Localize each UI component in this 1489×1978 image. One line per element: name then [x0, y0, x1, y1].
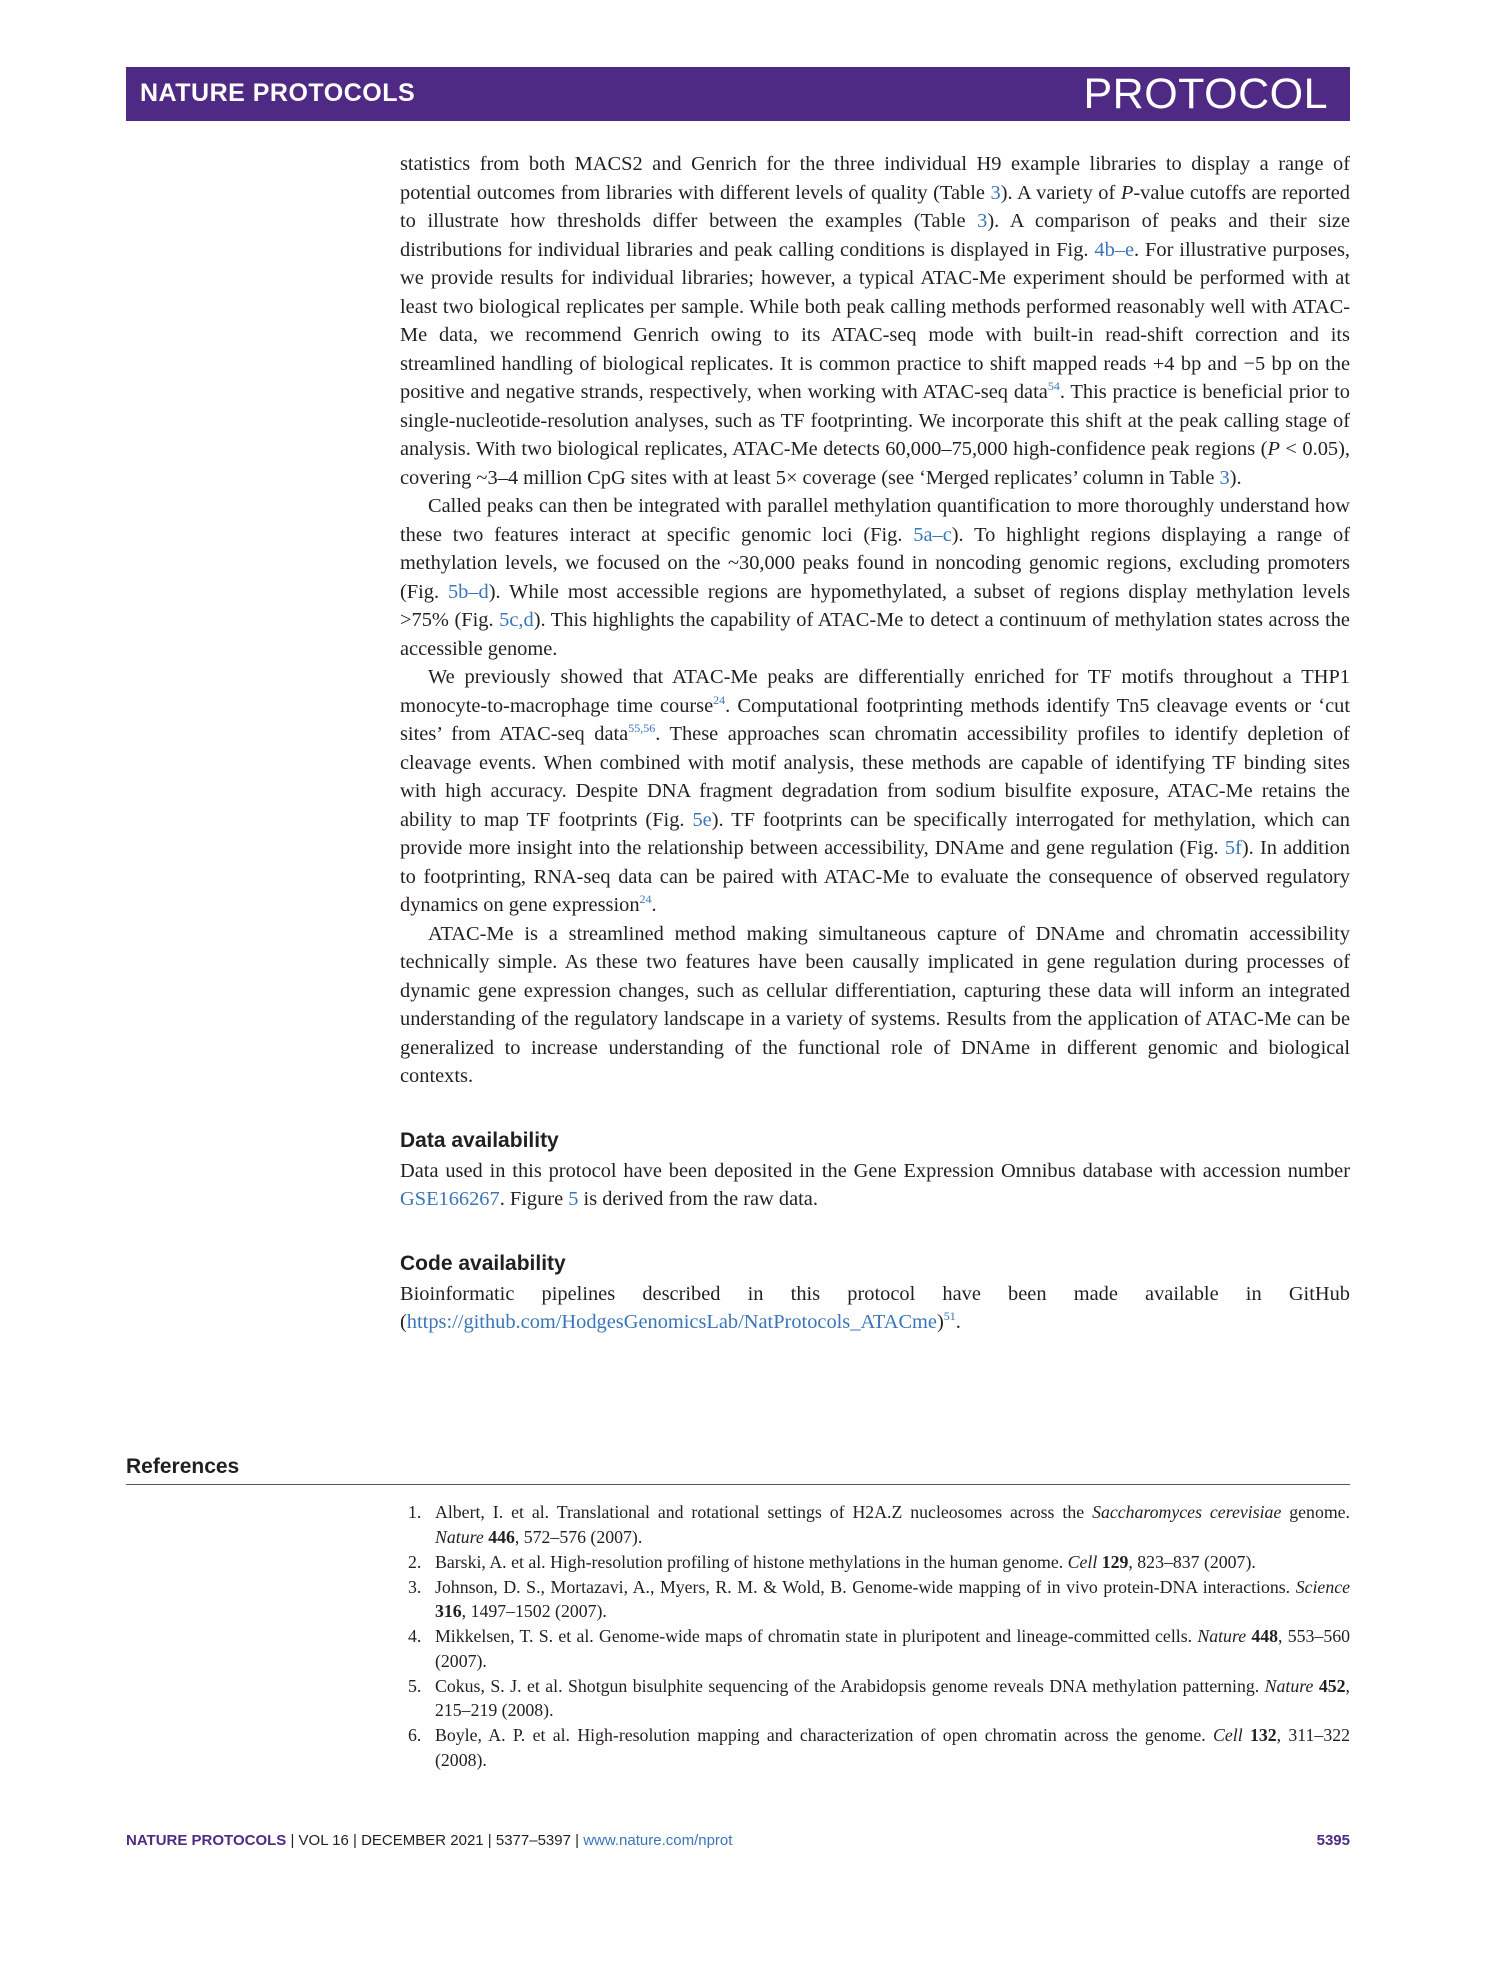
footer-url-link[interactable]: www.nature.com/nprot: [583, 1832, 733, 1849]
table-ref-link[interactable]: 3: [1219, 466, 1230, 489]
footer-journal: NATURE PROTOCOLS: [126, 1832, 287, 1849]
reference-number: 1.: [408, 1502, 422, 1522]
footer-date: DECEMBER 2021: [361, 1832, 484, 1849]
volume: 448: [1251, 1626, 1279, 1646]
article-type: PROTOCOL: [1083, 70, 1328, 118]
reference-number: 3.: [408, 1576, 422, 1597]
reference-number: 4.: [408, 1626, 422, 1646]
journal-title: Nature: [435, 1526, 484, 1547]
table-ref-link[interactable]: 3: [977, 210, 988, 232]
body-paragraph-2: Called peaks can then be integrated with parallel methylation quantification to more thoroughly understand how these two features interact at specific genomic loci (Fig. 5a–c). To highlight regions displaying a range of methylation levels, we focused on the ~30,000 peaks found in noncoding genomic regions, excluding promoters (Fig. 5b–d). While most accessible regions are hypomethylated, a subset of regions display methylation levels >75% (Fig. 5c,d). This highlights the capability of ATAC-Me to detect a continuum of methylation states across the accessible genome.: [400, 495, 1351, 660]
citation-link[interactable]: 55,56: [628, 721, 656, 735]
journal-title: Nature: [1197, 1626, 1247, 1646]
citation-link[interactable]: 24: [713, 692, 726, 707]
volume: 129: [1101, 1551, 1129, 1572]
data-availability-heading: Data availability: [400, 1128, 559, 1152]
body-paragraph-1: statistics from both MACS2 and Genrich for the three individual H9 example libraries to display a range of potential outcomes from libraries with different levels of quality (Table 3). A variety of P-value cutoffs are reported to illustrate how thresholds differ between the examples (Table 3). A comparison of peaks and their size distributions for individual libraries and peak calling conditions is displayed in Fig. 4b–e. For illustrative purposes, we provide results for individual libraries; however, a typical ATAC-Me experiment should be performed with at least two biological replicates per sample. While both peak calling methods performed reasonably well with ATAC-Me data, we recommend Genrich owing to its ATAC-seq mode with built-in read-shift correction and its streamlined handling of biological replicates. It is common practice to shift mapped reads +4 bp and −5 bp on the positive and negative strands, respectively, when working with ATAC-seq data$^{54}$. This practice is beneficial prior to single-nucleotide-resolution analyses, such as TF footprinting. We incorporate this shift at the peak calling stage of analysis. With two biological replicates, ATAC-Me detects 60,000–75,000 high-confidence peak regions (P < 0.05), covering ~3–4 million CpG sites with at least 5× coverage (see ‘Merged replicates’ column in Table 3).: [400, 153, 1351, 489]
page-number: 5395: [1316, 1832, 1350, 1849]
journal-name: NATURE PROTOCOLS: [140, 79, 416, 107]
code-availability-text: Bioinformatic pipelines described in this protocol have been made available in GitHub (https://github.com/HodgesGenomicsLab/NatProtocols_ATACme)$^{51}$.: [400, 1282, 1350, 1333]
reference-item: 1. Albert, I. et al. Translational and rotational settings of H2A.Z nucleosomes across the Saccharomyces cerevisiae genome. Nature 446, 572–576 (2007).: [408, 1502, 1350, 1547]
code-availability-heading: Code availability: [400, 1251, 566, 1275]
reference-number: 2.: [408, 1551, 422, 1572]
reference-item: 3. Johnson, D. S., Mortazavi, A., Myers, R. M. & Wold, B. Genome-wide mapping of in vivo protein-DNA interactions. Science 316, 1497–1502 (2007).: [408, 1576, 1350, 1621]
figure-ref-link[interactable]: 5c,d: [499, 609, 534, 631]
main-body: [400, 150, 1350, 1337]
journal-title: Cell: [1067, 1551, 1098, 1572]
geo-accession-link[interactable]: GSE166267: [400, 1188, 500, 1210]
volume: 452: [1318, 1675, 1346, 1696]
figure-ref-link[interactable]: 5e: [692, 808, 712, 831]
footer-pages: 5377–5397: [495, 1832, 571, 1849]
figure-ref-link[interactable]: 5f: [1224, 837, 1242, 859]
footer-volume: VOL 16: [298, 1832, 349, 1849]
journal-title: Nature: [1264, 1675, 1314, 1696]
volume: 316: [435, 1601, 462, 1621]
journal-title: Cell: [1213, 1725, 1243, 1745]
github-link[interactable]: https://github.com/HodgesGenomicsLab/NatProtocols_ATACme: [406, 1311, 937, 1333]
reference-number: 5.: [408, 1675, 422, 1696]
reference-item: 6. Boyle, A. P. et al. High-resolution mapping and characterization of open chromatin across the genome. Cell 132, 311–322 (2008).: [408, 1725, 1350, 1770]
reference-item: 5. Cokus, S. J. et al. Shotgun bisulphite sequencing of the Arabidopsis genome reveals DNA methylation patterning. Nature 452, 215–219 (2008).: [408, 1675, 1350, 1720]
reference-number: 6.: [408, 1725, 422, 1745]
references-heading: References: [126, 1455, 1350, 1485]
journal-header-bar: [126, 67, 1350, 121]
journal-title: Science: [1295, 1576, 1350, 1597]
figure-ref-link[interactable]: 5b–d: [447, 580, 489, 603]
volume: 446: [488, 1526, 515, 1547]
figure-ref-link[interactable]: 5a–c: [913, 523, 952, 546]
body-paragraph-3: We previously showed that ATAC-Me peaks are differentially enriched for TF motifs throughout a THP1 monocyte-to-macrophage time course$^{24}$. Computational footprinting methods identify Tn5 cleavage events or ‘cut sites’ from ATAC-seq data$^{55,56}$. These approaches scan chromatin accessibility profiles to identify depletion of cleavage events. When combined with motif analysis, these methods are capable of identifying TF binding sites with high accuracy. Despite DNA fragment degradation from sodium bisulfite exposure, ATAC-Me retains the ability to map TF footprints (Fig. 5e). TF footprints can be specifically interrogated for methylation, which can provide more insight into the relationship between accessibility, DNAme and gene regulation (Fig. 5f). In addition to footprinting, RNA-seq data can be paired with ATAC-Me to evaluate the consequence of observed regulatory dynamics on gene expression$^{24}$.: [400, 666, 1351, 916]
data-availability-text: Data used in this protocol have been deposited in the Gene Expression Omnibus database with accession number GSE166267. Figure 5 is derived from the raw data.: [400, 1159, 1350, 1210]
citation-link[interactable]: 51: [943, 1309, 956, 1323]
figure-ref-link[interactable]: 5: [568, 1188, 579, 1210]
page-footer: NATURE PROTOCOLS | VOL 16 | DECEMBER 2021 | 5377–5397 | www.nature.com/nprot 5395: [126, 1832, 1350, 1849]
body-paragraph-4: ATAC-Me is a streamlined method making simultaneous capture of DNAme and chromatin accessibility technically simple. As these two features have been causally implicated in gene regulation during processes of dynamic gene expression changes, such as cellular differentiation, capturing these data will inform an integrated understanding of the regulatory landscape in a variety of systems. Results from the application of ATAC-Me can be generalized to increase understanding of the functional role of DNAme in different genomic and biological contexts.: [400, 922, 1350, 1087]
citation-link[interactable]: 54: [1047, 379, 1060, 393]
figure-ref-link[interactable]: 4b–e: [1094, 238, 1135, 261]
reference-item: 4. Mikkelsen, T. S. et al. Genome-wide maps of chromatin state in pluripotent and lineage-committed cells. Nature 448, 553–560 (2007).: [408, 1626, 1351, 1671]
table-ref-link[interactable]: 3: [990, 181, 1001, 204]
reference-item: 2. Barski, A. et al. High-resolution profiling of histone methylations in the human genome. Cell 129, 823–837 (2007).: [400, 1550, 1350, 1575]
volume: 132: [1249, 1725, 1277, 1745]
citation-link[interactable]: 24: [639, 892, 652, 906]
references-list: [400, 1500, 1350, 1773]
